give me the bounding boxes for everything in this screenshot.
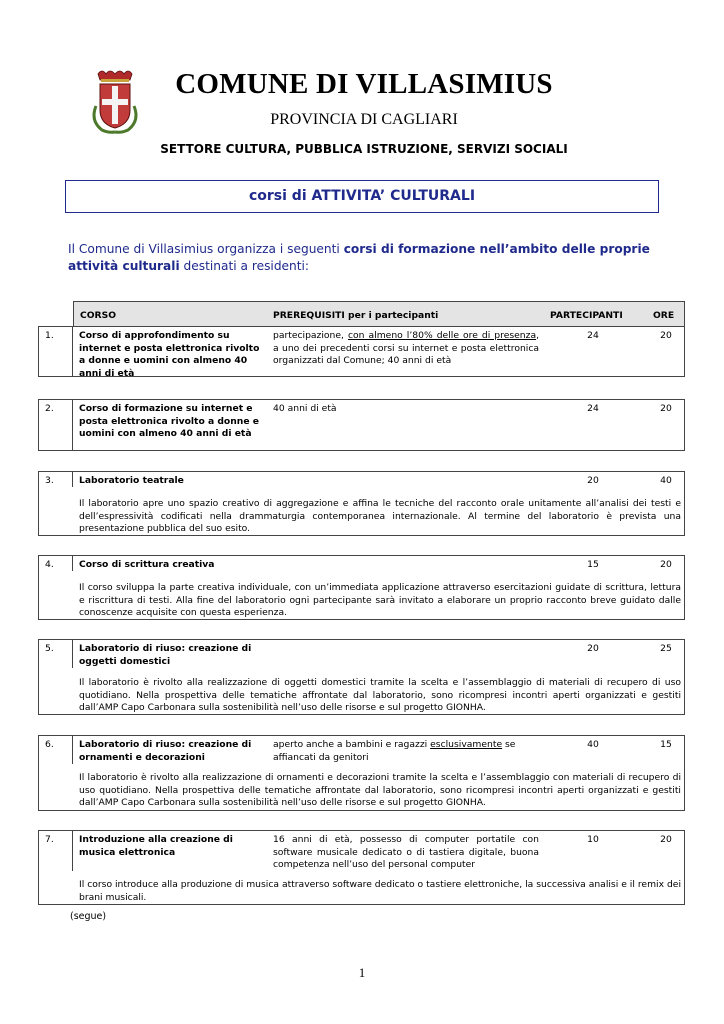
course-prerequisites [273,330,539,368]
table-header [73,301,685,327]
course-participants: 40 [587,739,599,750]
course-participants: 20 [587,643,599,654]
course-description: Il laboratorio è rivolto alla realizzazione di oggetti domestici tramite la scelta e l’assemblaggio di materiali di recupero di uso quotidiano. Nella prospettiva delle tematiche affrontate dal laboratorio, sono ricompresi incontri aperti organizzati e gestiti dall’AMP Capo Carbonara sulla sostenibilità nell’uso delle risorse e sul progetto GIONHA. [79,677,681,714]
course-name: Laboratorio teatrale [79,475,184,486]
page-subtitle: PROVINCIA DI CAGLIARI [270,111,458,128]
course-prerequisites: 16 anni di età, possesso di computer portatile con software musicale dedicato o di tastiera digitale, buona competenza nell’uso del personal computer [273,834,539,871]
table-row [38,399,685,451]
course-description: Il laboratorio apre uno spazio creativo di aggregazione e affina le tecniche del racconto orale unitamente all’analisi dei testi e dell’espressività codificati nella drammaturgia contemporanea internazionale. Al termine del laboratorio è prevista una presentazione pubblica del suo esito. [79,498,681,535]
course-participants: 10 [587,834,599,845]
page-title: COMUNE DI VILLASIMIUS [175,68,553,100]
course-hours: 15 [660,739,672,750]
sector-heading: SETTORE CULTURA, PUBBLICA ISTRUZIONE, SERVIZI SOCIALI [160,142,568,156]
prereq-text: se affiancati da genitori [273,739,516,763]
course-hours: 20 [660,834,672,845]
course-hours: 25 [660,643,672,654]
course-hours: 20 [660,559,672,570]
course-hours: 40 [660,475,672,486]
header-prerequisiti: PREREQUISITI per i partecipanti [273,310,439,321]
municipal-crest-icon [88,66,142,136]
course-number: 5. [45,643,54,654]
table-row [38,326,685,377]
course-name: Corso di formazione su internet e posta elettronica rivolto a donne e uomini con almeno 40 anni di età [79,403,259,440]
section-title-box: corsi di ATTIVITA’ CULTURALI [65,180,659,213]
course-participants: 15 [587,559,599,570]
course-participants: 24 [587,403,599,414]
course-description: Il laboratorio è rivolto alla realizzazione di ornamenti e decorazioni tramite la scelta e l’assemblaggio con materiali di recupero di uso quotidiano. Nella prospettiva delle tematiche affrontate dal laboratorio, sono ricompresi incontri aperti organizzati e gestiti dall’AMP Capo Carbonara sulla sostenibilità nell’uso delle risorse e sul progetto GIONHA. [79,772,681,809]
course-number: 6. [45,739,54,750]
header-corso: CORSO [80,310,117,321]
prereq-text: partecipazione, [273,330,348,341]
course-number: 1. [45,330,54,341]
table-row [38,555,685,620]
prereq-underlined: esclusivamente [430,739,503,750]
continued-note: (segue) [70,911,107,922]
prereq-text: , a uno dei precedenti corsi su internet e posta elettronica organizzati dal Comune; 40 anni di età [273,330,540,367]
course-prerequisites [273,739,539,764]
table-row [38,735,685,811]
course-description: Il corso introduce alla produzione di musica attraverso software dedicato o tastiere elettroniche, la successiva analisi e il remix dei brani musicali. [79,879,681,903]
course-description: Il corso sviluppa la parte creativa individuale, con un’immediata applicazione attraverso esercitazioni guidate di scrittura, lettura e riscrittura di testi. Alla fine del laboratorio ogni partecipante sarà invitato a elaborare un proprio racconto breve guidato dalle conoscenze acquisite con questa esperienza. [79,582,681,619]
intro-text-bold: corsi di formazione nell’ambito delle proprie attività culturali [68,242,650,273]
header-partecipanti: PARTECIPANTI [550,310,623,321]
prereq-underlined: con almeno l’80% delle ore di presenza [348,330,537,341]
course-name: Corso di approfondimento su internet e posta elettronica rivolto a donne e uomini con almeno 40 anni di età [79,330,260,379]
course-number: 7. [45,834,54,845]
course-prerequisites: 40 anni di età [273,403,337,414]
table-row [38,639,685,715]
table-row [38,830,685,905]
course-name: Introduzione alla creazione di musica elettronica [79,834,233,858]
course-hours: 20 [660,403,672,414]
course-participants: 20 [587,475,599,486]
course-name: Laboratorio di riuso: creazione di ornamenti e decorazioni [79,739,252,763]
intro-paragraph [68,241,668,275]
course-name: Corso di scrittura creativa [79,559,215,570]
course-number: 4. [45,559,54,570]
intro-text-start: Il Comune di Villasimius organizza i seguenti [68,242,344,256]
prereq-text: aperto anche a bambini e ragazzi [273,739,431,750]
page-number: 1 [358,965,366,980]
course-hours: 20 [660,330,672,341]
table-row [38,471,685,536]
course-number: 2. [45,403,54,414]
course-participants: 24 [587,330,599,341]
intro-text-end: destinati a residenti: [179,259,310,273]
header-ore: ORE [653,310,675,321]
course-name: Laboratorio di riuso: creazione di oggetti domestici [79,643,252,667]
course-number: 3. [45,475,54,486]
